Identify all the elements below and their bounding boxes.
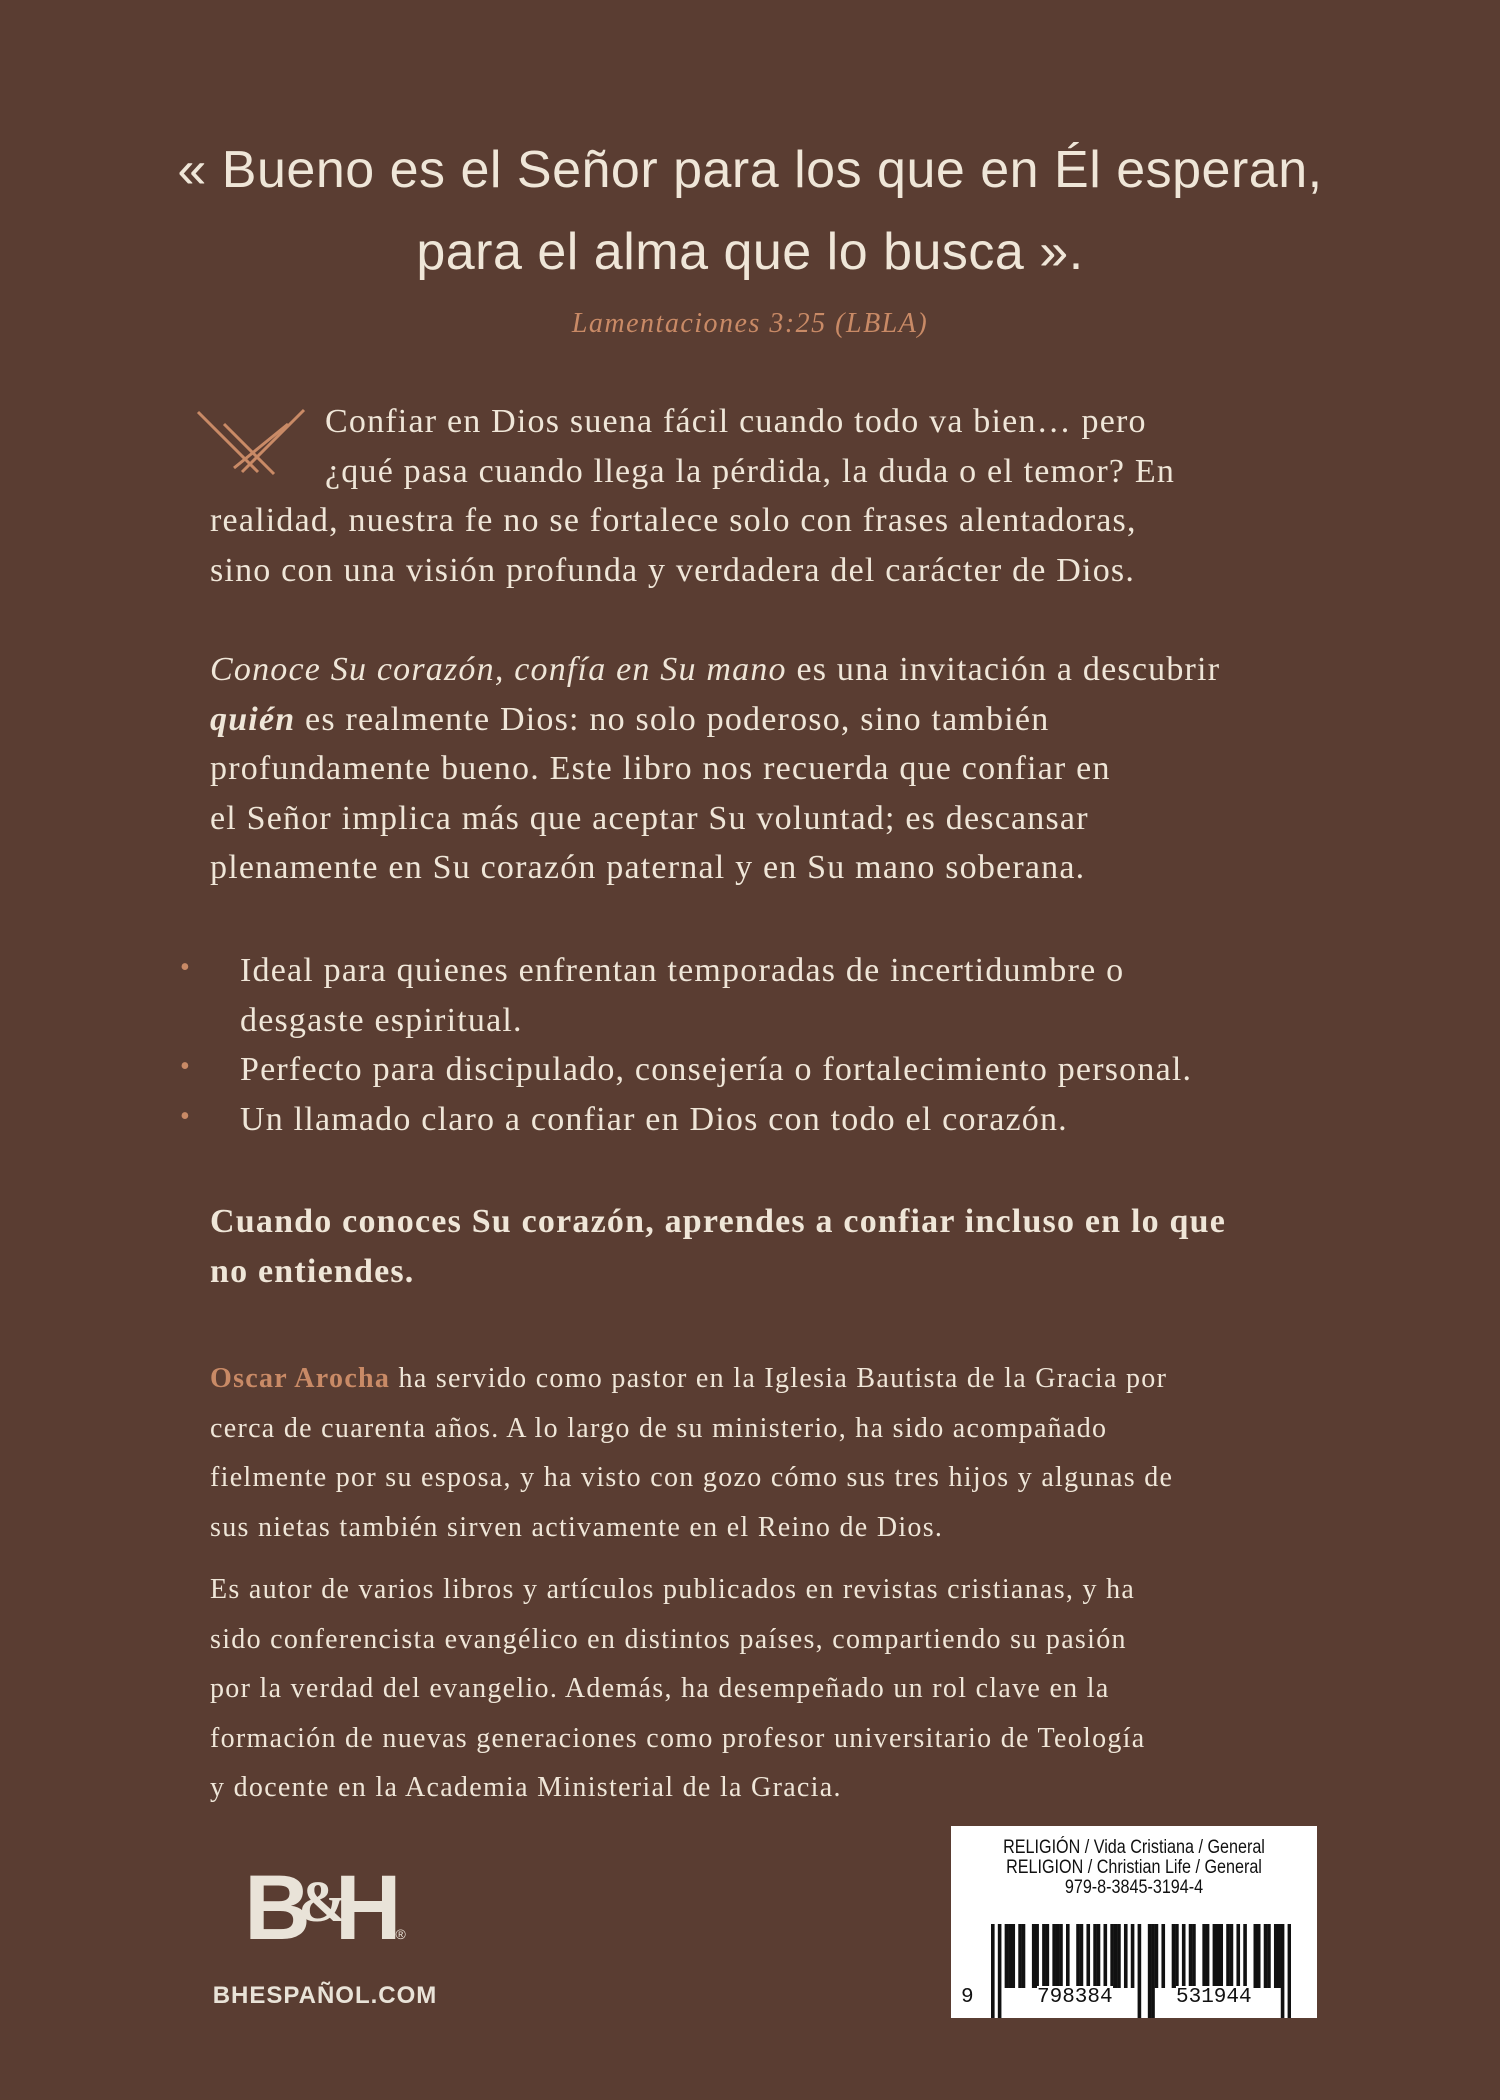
barcode-bar [1056, 1924, 1060, 1988]
isbn-text: 979-8-3845-3194-4 [1064, 1877, 1204, 1898]
barcode-bar [1104, 1924, 1108, 1988]
bullet-item [180, 946, 1350, 1045]
barcode-bar [1182, 1924, 1186, 1988]
description-text: es una invitación a descubrir [786, 651, 1221, 688]
barcode-bar [1086, 1924, 1090, 1988]
intro-line: sino con una visión profunda y verdadera del carácter de Dios. [210, 551, 1136, 589]
description-line: plenamente en Su corazón paternal y en Su mano soberana. [210, 849, 1086, 886]
barcode-bar [1243, 1924, 1247, 1988]
epigraph-line-1: « Bueno es el Señor para los que en Él esperan, [177, 141, 1323, 199]
barcode-bar [1189, 1924, 1193, 1988]
barcode-bar [1264, 1924, 1268, 1988]
barcode-bar [1097, 1924, 1101, 1988]
intro-line: Confiar en Dios suena fácil cuando todo va bien… pero [325, 403, 1147, 440]
bio-line: por la verdad del evangelio. Además, ha desempeñado un rol clave en la [210, 1673, 1110, 1704]
barcode-digit-first: 9 [961, 1986, 974, 2009]
intro-paragraph [210, 397, 1350, 595]
barcode-bar [1288, 1924, 1291, 2018]
intro-line: realidad, nuestra fe no se fortalece solo con frases alentadoras, [210, 502, 1137, 539]
description-paragraph [210, 645, 1350, 893]
barcode-bar [1052, 1924, 1056, 1988]
epigraph-line-2: para el alma que lo busca ». [416, 223, 1084, 281]
barcode-bar [1110, 1924, 1114, 1988]
barcode-bar [1202, 1924, 1206, 1988]
barcode-bar [1206, 1924, 1210, 1988]
bullet-line: Un llamado claro a confiar en Dios con todo el corazón. [240, 1100, 1068, 1138]
bio-line [210, 1354, 1350, 1404]
category-en: RELIGION / Christian Life / General [1006, 1857, 1262, 1878]
barcode-bar [1213, 1924, 1217, 1988]
emphasis-quien: quién [210, 700, 296, 738]
barcode-bar [1032, 1924, 1036, 1988]
barcode-bar [1035, 1924, 1039, 1988]
description-line: el Señor implica más que aceptar Su voluntad; es descansar [210, 799, 1089, 837]
barcode-bar [1254, 1924, 1258, 1988]
description-line [210, 695, 1350, 745]
barcode-bar [1161, 1924, 1165, 1988]
bio-line: sus nietas también sirven activamente en el Reino de Dios. [210, 1511, 944, 1543]
barcode-bar [1148, 1924, 1152, 2018]
bullet-line: desgaste espiritual. [240, 1001, 523, 1039]
bio-text: ha servido como pastor en la Iglesia Bautista de la Gracia por [390, 1363, 1168, 1394]
barcode-bar [1066, 1924, 1070, 1988]
bh-logo-mark: B&H® [244, 1857, 406, 1959]
barcode-digits-right: 531944 [1176, 1986, 1252, 2009]
barcode-bar [1155, 1924, 1159, 1988]
barcode-bar [1131, 1924, 1135, 1988]
barcode-bar [1175, 1924, 1179, 1988]
bio-line: y docente en la Academia Ministerial de la Gracia. [210, 1772, 842, 1803]
bio-line: fielmente por su esposa, y ha visto con gozo cómo sus tres hijos y algunas de [210, 1462, 1174, 1493]
bio-line: Es autor de varios libros y artículos publicados en revistas cristianas, y ha [210, 1574, 1136, 1605]
barcode-bar [1046, 1924, 1050, 1988]
barcode-bar [1267, 1924, 1271, 1988]
description-line: profundamente bueno. Este libro nos recuerda que confiar en [210, 750, 1111, 787]
bio-line: cerca de cuarenta años. A lo largo de su ministerio, ha sido acompañado [210, 1412, 1108, 1444]
barcode-bar [1114, 1924, 1118, 1988]
barcode-bar [1022, 1924, 1026, 1988]
epigraph-citation: Lamentaciones 3:25 (LBLA) [571, 308, 929, 339]
barcode-bar [1018, 1924, 1022, 1988]
barcode-bar [1042, 1924, 1046, 1988]
barcode-bar [1138, 1924, 1142, 2018]
barcode-bar [991, 1924, 995, 2018]
barcode-bar [1219, 1924, 1223, 1988]
bio-line: sido conferencista evangélico en distintos países, compartiendo su pasión [210, 1623, 1127, 1655]
barcode-bar [1059, 1924, 1063, 1988]
bullet-list [180, 946, 1350, 1144]
description-line [210, 645, 1350, 695]
barcode-bar [1011, 1924, 1015, 1988]
barcode-digits-left: 798384 [1037, 1986, 1113, 2009]
bullet-item [180, 1045, 1350, 1095]
barcode-bar [1008, 1924, 1012, 1988]
bullet-icon: • [180, 1051, 190, 1082]
description-text: es realmente Dios: no solo poderoso, sino también [295, 700, 1050, 738]
intro-line: ¿qué pasa cuando llega la pérdida, la duda o el temor? En [325, 452, 1176, 490]
barcode-bar [1257, 1924, 1261, 1988]
barcode-bar [1230, 1924, 1234, 1988]
publisher-logo [205, 1858, 445, 2010]
tagline-line: Cuando conoces Su corazón, aprendes a confiar incluso en lo que [210, 1203, 1227, 1240]
bullet-icon: • [180, 1100, 190, 1132]
barcode-bar [1080, 1924, 1084, 1988]
author-more [210, 1565, 1350, 1813]
barcode-bar [1093, 1924, 1097, 1988]
registered-mark: ® [395, 1926, 406, 1942]
barcode-bar [1005, 1924, 1009, 1988]
bullet-line: Perfecto para discipulado, consejería o fortalecimiento personal. [240, 1051, 1193, 1088]
barcode-bar [1172, 1924, 1176, 1988]
barcode-bar [1216, 1924, 1220, 1988]
bullet-item [180, 1095, 1350, 1145]
barcode-bar [1236, 1924, 1240, 1988]
barcode-bar [1076, 1924, 1080, 1988]
barcode-bar [1277, 1924, 1281, 1988]
bullet-icon: • [180, 952, 190, 983]
barcode-bar [1281, 1924, 1285, 2018]
author-bio [210, 1354, 1350, 1552]
publisher-url: BHESPAÑOL.COM [212, 1982, 438, 2009]
barcode-bar [1117, 1924, 1121, 1988]
barcode-bar [1151, 1924, 1155, 2018]
isbn-barcode-label [951, 1826, 1317, 2018]
barcode-bar [1274, 1924, 1278, 1988]
bullet-line: Ideal para quienes enfrentan temporadas de incertidumbre o [240, 952, 1125, 989]
bio-line: formación de nuevas generaciones como profesor universitario de Teología [210, 1722, 1146, 1754]
tagline [210, 1197, 1350, 1296]
book-title: Conoce Su corazón, confía en Su mano [210, 651, 787, 688]
barcode-bar [998, 1924, 1002, 2018]
barcode-bar [1124, 1924, 1128, 1988]
author-name: Oscar Arocha [210, 1363, 391, 1394]
barcode-bar [1226, 1924, 1230, 1988]
category-es: RELIGIÓN / Vida Cristiana / General [1003, 1837, 1265, 1858]
tagline-line: no entiendes. [210, 1252, 415, 1290]
barcode-bar [1192, 1924, 1196, 1988]
